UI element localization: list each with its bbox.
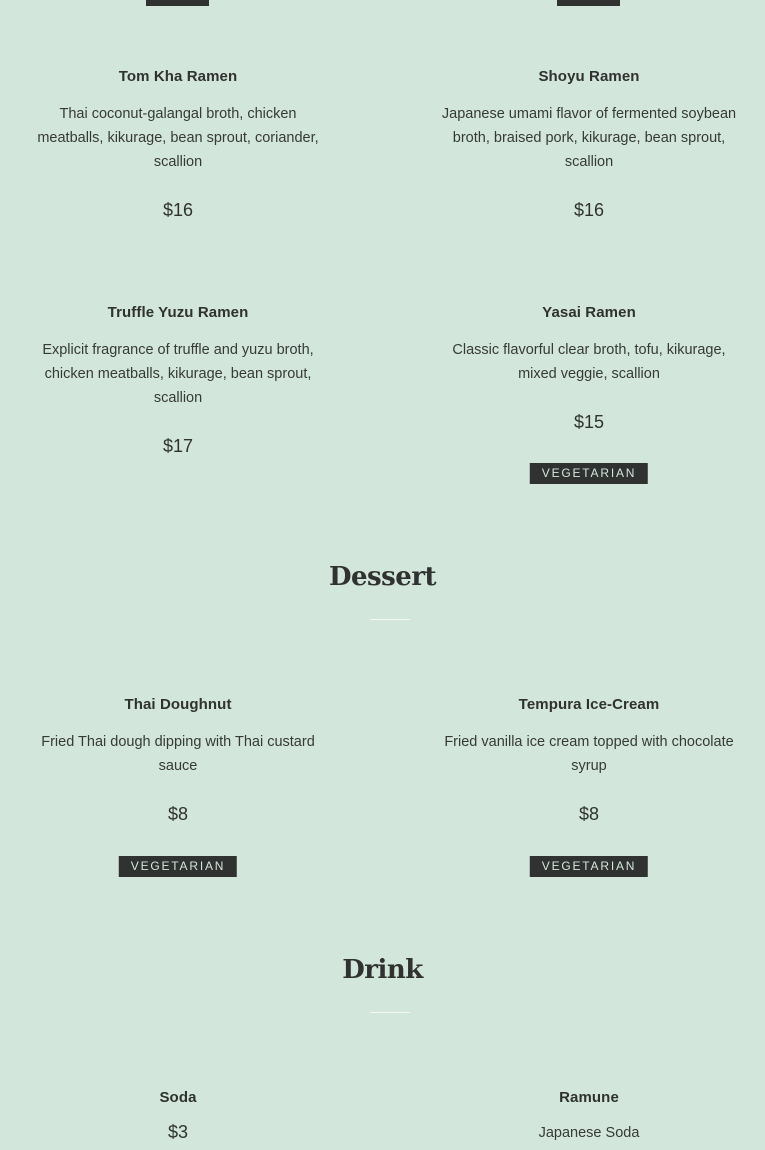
item-price: $16 xyxy=(162,200,194,220)
item-price: $16 xyxy=(573,200,605,220)
vegetarian-tag-partial xyxy=(557,0,620,6)
item-price: $17 xyxy=(162,436,194,456)
vegetarian-tag-partial xyxy=(146,0,209,6)
section-title-dessert: Dessert xyxy=(328,562,437,592)
section-divider xyxy=(370,1012,410,1013)
vegetarian-tag: VEGETARIAN xyxy=(530,463,648,484)
menu-item xyxy=(439,304,739,433)
item-name: Thai Doughnut xyxy=(124,696,232,713)
item-description: Thai coconut-galangal broth, chicken meatballs, kikurage, bean sprout, coriander, scallion xyxy=(37,106,319,170)
item-description: Explicit fragrance of truffle and yuzu broth, chicken meatballs, kikurage, bean sprout, scallion xyxy=(42,342,314,406)
item-name: Tempura Ice-Cream xyxy=(518,696,660,713)
menu-item xyxy=(28,304,328,457)
menu-item xyxy=(439,696,739,825)
item-description: Fried vanilla ice cream topped with chocolate syrup xyxy=(444,734,734,774)
item-name: Tom Kha Ramen xyxy=(118,68,238,85)
menu-item xyxy=(439,1089,739,1145)
item-description: Japanese umami flavor of fermented soybean broth, braised pork, kikurage, bean sprout, scallion xyxy=(441,106,737,170)
vegetarian-tag: VEGETARIAN xyxy=(119,856,237,877)
section-divider xyxy=(370,619,410,620)
menu-item xyxy=(439,68,739,221)
item-name: Ramune xyxy=(559,1089,619,1106)
section-title-drink: Drink xyxy=(342,955,423,985)
item-name: Shoyu Ramen xyxy=(538,68,640,85)
item-price: $8 xyxy=(167,804,189,824)
menu-item xyxy=(28,696,328,825)
item-description: Classic flavorful clear broth, tofu, kikurage, mixed veggie, scallion xyxy=(452,342,726,382)
item-description: Japanese Soda xyxy=(538,1125,640,1141)
menu-item xyxy=(28,1089,328,1143)
item-price: $8 xyxy=(578,804,600,824)
item-price: $3 xyxy=(167,1122,189,1142)
item-name: Soda xyxy=(159,1089,197,1106)
vegetarian-tag: VEGETARIAN xyxy=(530,856,648,877)
item-name: Truffle Yuzu Ramen xyxy=(107,304,249,321)
item-price: $15 xyxy=(573,412,605,432)
item-name: Yasai Ramen xyxy=(542,304,636,321)
item-description: Fried Thai dough dipping with Thai custard sauce xyxy=(41,734,315,774)
menu-item xyxy=(28,68,328,221)
